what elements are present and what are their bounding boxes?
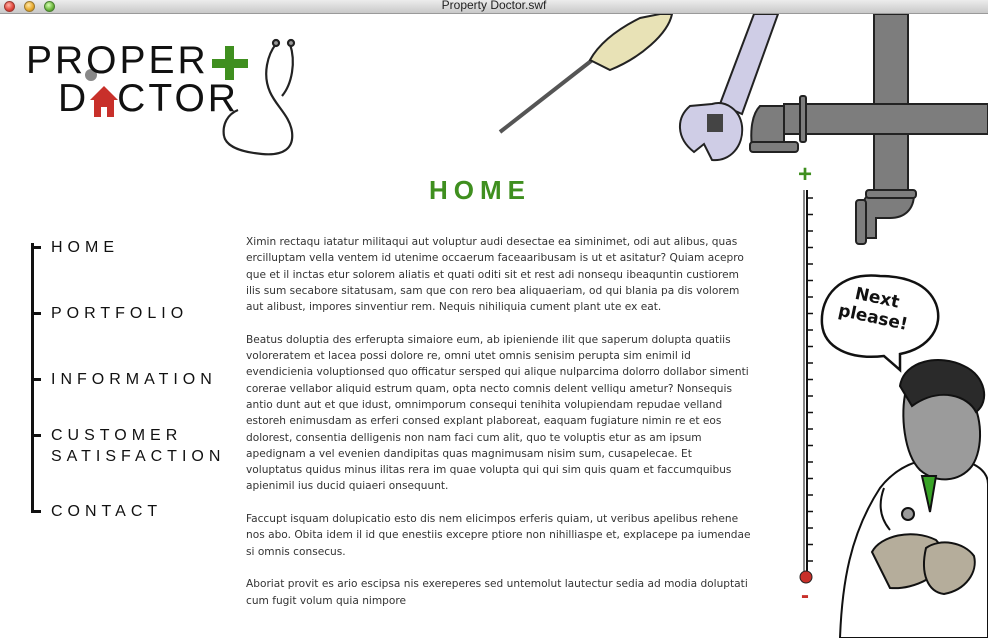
content-body [246, 234, 751, 625]
window-title: Property Doctor.swf [441, 0, 547, 12]
nav-item-label: CONTACT [51, 503, 163, 520]
meter-minus-label: - [801, 582, 809, 609]
logo-letter-d: D [58, 77, 90, 120]
logo-line-2 [58, 77, 239, 120]
screwdriver-icon [500, 14, 672, 132]
nav-tick [31, 378, 41, 381]
nav-item-label: PORTFOLIO [51, 305, 189, 322]
nav-item-label: INFORMATION [51, 371, 217, 388]
doctor-icon [840, 360, 988, 638]
nav-tick [31, 312, 41, 315]
nav-item-label: CUSTOMER SATISFACTION [51, 427, 226, 465]
pipe-icon [750, 14, 988, 244]
nav-tick [31, 510, 41, 513]
page-title: HOME [429, 175, 531, 205]
content-paragraph: Aboriat provit es ario escipsa nis exereperes sed untemolut lautectur sedia ad modia doluptati cum fugit volum quia nimpore [246, 578, 748, 607]
thermometer-icon [800, 190, 813, 583]
nav-tick [31, 434, 41, 437]
meter-plus-label: + [798, 161, 813, 188]
content-paragraph: Ximin rectaqu iatatur militaqui aut voluptur audi desectae ea siminimet, odi aut alibus, quas ercilluptam vella ventem id utenime occaerum faceaaribusam is ut et asitatur? Quiam acepro que et il inctas etur solorem aliatis et quati oditi sit et rest adi nonsequ ibeaquntin custiorem ilis sum secabore sitatusam, sam que con rero bea aliquaeriam, od qui blania pa dis volorem aut alibust, impores sinventiur rem. Nequis nihiliquia cument plant ute ex eat. [246, 236, 744, 314]
nav-rail [31, 243, 34, 511]
logo-line-2-rest: CTOR [117, 77, 239, 120]
nav-item-label: HOME [51, 239, 119, 256]
nav-tick [31, 246, 41, 249]
speech-bubble-text: Next please! [836, 283, 910, 335]
window-titlebar [0, 0, 988, 14]
content-paragraph: Faccupt isquam dolupicatio esto dis nem elicimpos erferis quiam, ut veribus apelibus rehene nos abo. Obita idem il id que enestiis excepre ptiore non nihilliaspe et, explacepe pa iumendae si omnis consecus. [246, 513, 751, 558]
content-paragraph: Beatus doluptia des erferupta simaiore eum, ab ipieniende ilit que saperum dolupta quatiis voloreratem et lacea possi dolore re, omni utet omnis senisim perupta sim enimil id evendicienia voluptionsed quo officatur sersped qui alique nulparcima dolorro dollabor simenti corerae vellabor aliquid estrum quam, opta necto comnis delent velliqu ametur? Nonsequis antio dunt aut et que idust, omnimporum consequi tenihita volupiendam repudae velland estoreh enimusdam as erferi consed explant plaboreat, eaquam fugiature nimin re et eos dolorest, consentia delligenis non nam faci cum alit, quo te voluptis etur as am ipsum apedignam a vel evenien dandipitas quas magnimusam nisim sum, cusapelecae. Et voluptatus quidus minus ilitas rera im quae volupta qui qui sim quis quam et faccumquibus apienimil ius ducid quiaeri onsequunt. [246, 333, 749, 493]
logo-line-1: PROPER [26, 39, 209, 82]
logo[interactable] [26, 39, 239, 120]
